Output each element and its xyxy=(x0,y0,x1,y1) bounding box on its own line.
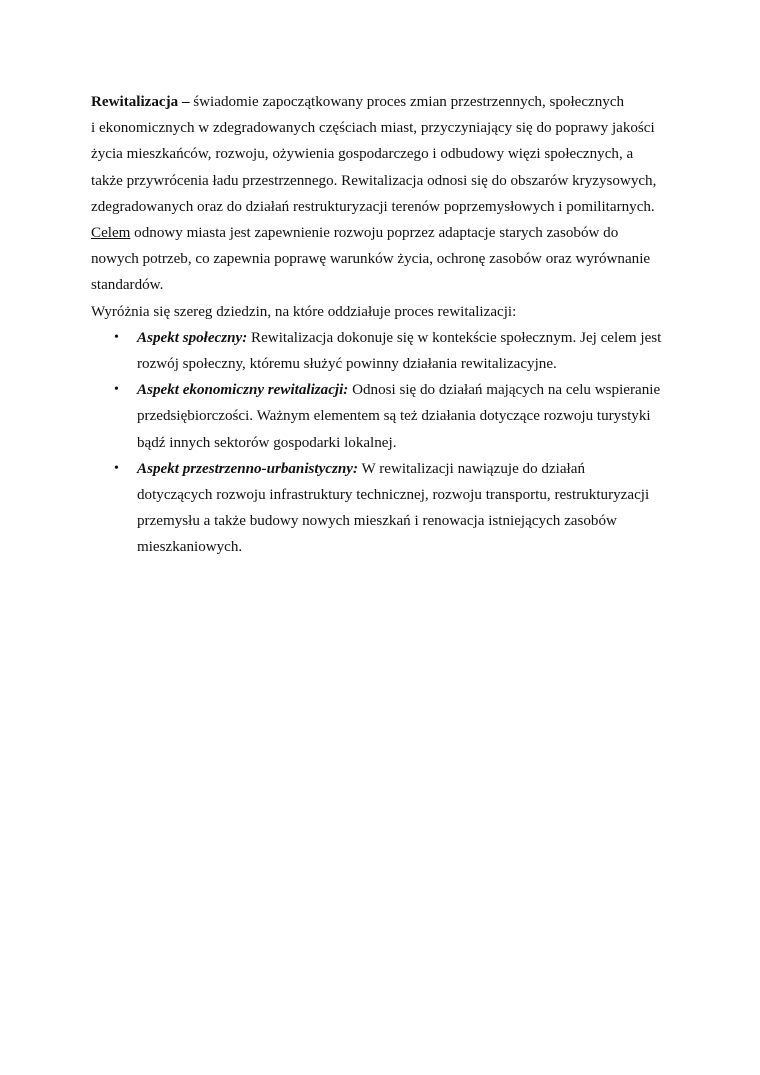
celem-line-1 xyxy=(91,220,671,246)
definition-line-4: także przywrócenia ładu przestrzennego. Rewitalizacja odnosi się do obszarów kryzysowych, xyxy=(91,172,657,189)
aspect-economic-text: Odnosi się do działań mających na celu wspieranie xyxy=(348,382,661,399)
definition-line-3: życia mieszkańców, rozwoju, ożywienia gospodarczego i odbudowy więzi społecznych, a xyxy=(91,146,634,163)
aspect-spatial-line-3: przemysłu a także budowy nowych mieszkań i renowacja istniejących zasobów xyxy=(137,513,617,530)
aspect-economic-line-2: przedsiębiorczości. Ważnym elementem są też działania dotyczące rozwoju turystyki xyxy=(137,408,651,425)
aspect-social-text: Rewitalizacja dokonuje się w kontekście społecznym. Jej celem jest xyxy=(247,329,662,346)
definition-paragraph xyxy=(91,89,671,299)
list-item-economic xyxy=(91,377,671,456)
aspect-spatial-line-1 xyxy=(137,456,671,482)
aspect-economic-title: Aspekt ekonomiczny rewitalizacji: xyxy=(137,382,349,399)
document-page xyxy=(91,89,671,561)
definition-text: świadomie zapoczątkowany proces zmian przestrzennych, społecznych xyxy=(189,94,625,110)
list-item-social xyxy=(91,325,671,377)
celem-word: Celem xyxy=(91,225,131,242)
aspect-spatial-line-2: dotyczących rozwoju infrastruktury technicznej, rozwoju transportu, restrukturyzacji xyxy=(137,487,650,504)
definition-line-1 xyxy=(91,89,671,115)
aspects-list xyxy=(91,325,671,561)
aspect-economic-line-1 xyxy=(137,377,671,403)
definition-line-5: zdegradowanych oraz do działań restrukturyzacji terenów poprzemysłowych i pomilitarnych. xyxy=(91,198,655,215)
aspect-spatial-line-4: mieszkaniowych. xyxy=(137,539,243,556)
bullet-icon: • xyxy=(114,382,119,398)
aspect-social-title: Aspekt społeczny: xyxy=(137,329,248,346)
definition-term: Rewitalizacja – xyxy=(91,94,190,110)
aspect-economic-line-3: bądź innych sektorów gospodarki lokalnej. xyxy=(137,434,397,451)
celem-text: odnowy miasta jest zapewnienie rozwoju poprzez adaptacje starych zasobów do xyxy=(130,225,619,242)
aspect-spatial-title: Aspekt przestrzenno-urbanistyczny: xyxy=(137,460,358,477)
intro-text: Wyróżnia się szereg dziedzin, na które oddziałuje proces rewitalizacji: xyxy=(91,303,517,320)
aspect-social-line-1 xyxy=(137,325,671,351)
celem-line-3: standardów. xyxy=(91,277,164,294)
definition-line-2: i ekonomicznych w zdegradowanych częściach miast, przyczyniający się do poprawy jakości xyxy=(91,120,655,137)
bullet-icon: • xyxy=(114,460,119,476)
bullet-icon: • xyxy=(114,329,119,345)
celem-line-2: nowych potrzeb, co zapewnia poprawę warunków życia, ochronę zasobów oraz wyrównanie xyxy=(91,251,651,268)
aspect-spatial-text: W rewitalizacji nawiązuje do działań xyxy=(357,460,585,477)
list-item-spatial xyxy=(91,456,671,561)
aspect-social-line-2: rozwój społeczny, któremu służyć powinny działania rewitalizacyjne. xyxy=(137,356,557,373)
